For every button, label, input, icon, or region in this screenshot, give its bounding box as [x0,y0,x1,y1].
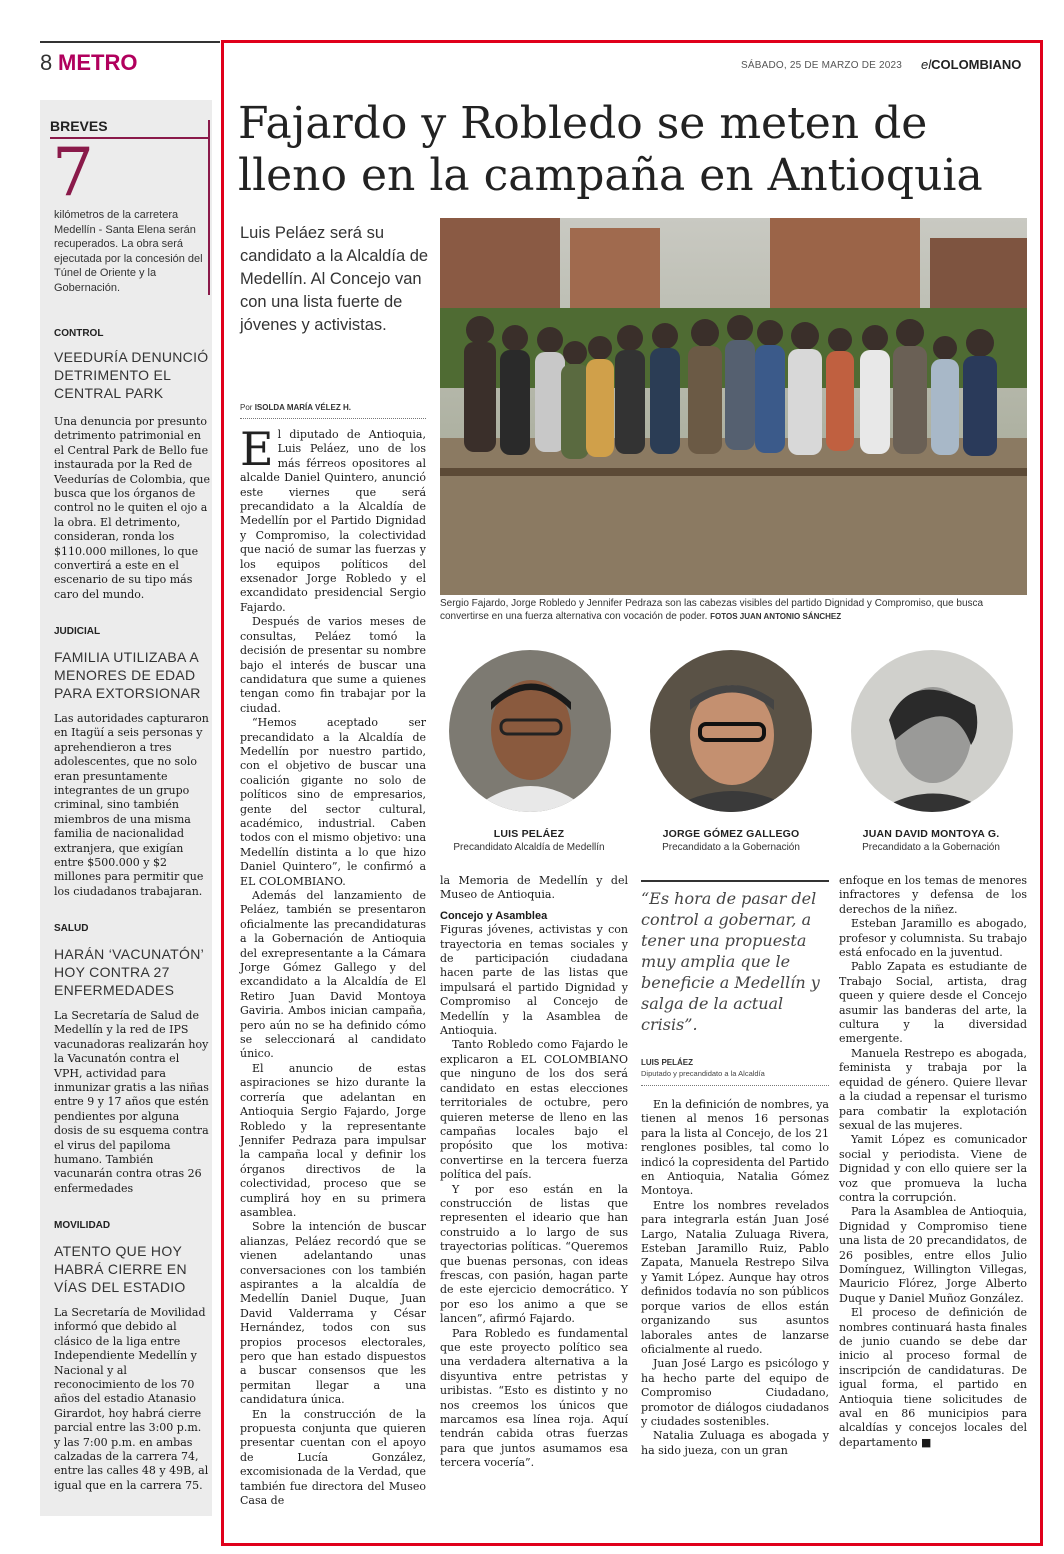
paragraph: Yamit López es comunicador social y periodista. Viene de Dignidad y con ello quiere ser la voz que promueva la lucha contra la corrupción. [839,1133,1027,1204]
sidebar-side-rule [208,120,210,295]
brief-body-salud: La Secretaría de Salud de Medellín y la red de IPS vacunadoras realizarán hoy la Vacunatón contra el VPH, actividad para inmunizar gratis a las niñas entre 9 y 17 años que estén pendientes por alguna dosis de su esquema contra el virus del papiloma humano. También vacunarán contra otras 26 enfermedades [54,1009,209,1195]
pull-quote-rule [641,880,829,882]
portrait-luis-pelaez [449,650,611,812]
paragraph: Para Robledo es fundamental que este proyecto político sea una verdadera alternativa a la disyuntiva entre petristas y uribistas. “Esto es distinto y no nos creemos los únicos que marcamos esa línea roja. Aquí tendrán cabida otras fuerzas para que juntos asumamos esa tercera vocería”. [440,1326,628,1470]
pull-quote-bottom-rule [641,1085,829,1086]
profile-role-juan-david-montoya: Precandidato a la Gobernación [862,842,1000,853]
portrait-juan-david-montoya [851,650,1013,812]
dateline: SÁBADO, 25 DE MARZO DE 2023 [741,60,903,71]
photo-caption-text: Sergio Fajardo, Jorge Robledo y Jennifer Pedraza son las cabezas visibles del partido Dignidad y Compromiso, que busca convertirse en una fuerza alternativa con vocación de poder. [440,598,984,622]
paragraph: Juan José Largo es psicólogo y ha hecho parte del equipo de Compromiso Ciudadano, promotor de diálogos ciudadanos y ciudades sostenibles. [641,1357,829,1428]
paragraph: Para la Asamblea de Antioquia, Dignidad y Compromiso tiene una lista de 20 precandidatos, de 26 posibles, entre ellos Julio Domínguez, Willington Villegas, Mauricio Flórez, Jorge Alberto Duque y Daniel Muñoz González. [839,1205,1027,1305]
profile-name-juan-david-montoya: JUAN DAVID MONTOYA G. [862,828,1000,840]
article-headline: Fajardo y Robledo se meten de lleno en la campaña en Antioquia [238,98,983,201]
page-number: 8 [40,50,53,75]
dropcap: E [240,422,274,476]
portrait-jorge-gomez [650,650,812,812]
subhead-concejo-asamblea: Concejo y Asamblea [440,909,548,922]
paragraph [240,422,426,615]
article-column-4 [839,874,1027,1450]
brief-section-salud: SALUD [54,923,89,934]
article-column-3 [641,1098,829,1458]
sidebar-lead: kilómetros de la carretera Medellín - Santa Elena serán recuperados. La obra será ejecutada por la concesión del Túnel de Oriente y la Gobernación. [54,209,203,294]
profile-name-jorge-gomez: JORGE GÓMEZ GALLEGO [662,828,800,840]
brief-body-control: Una denuncia por presunto detrimento patrimonial en el Central Park de Bello fue instaurada por la Red de Veedurías de Colombia, que busca que los órganos de control no le quiten el ojo a la obra. El detrimento, consideran, ronda los $110.000 millones, lo que convertirá a este en el escenario de su tipo más caro del mundo. [54,415,210,601]
brief-headline-movilidad: ATENTO QUE HOY HABRÁ CIERRE EN VÍAS DEL ESTADIO [54,1243,187,1295]
photo-credit: FOTOS JUAN ANTONIO SÁNCHEZ [710,612,842,621]
top-rule [40,41,220,43]
brief-body-movilidad: La Secretaría de Movilidad informó que debido al clásico de la liga entre Independiente Medellín y Nacional y al reconocimiento de los 70 años del estadio Atanasio Girardot, hoy habrá cierre parcial entre las 3:00 p.m. y las 7:00 p.m. en ambas calzadas de la carrera 74, entre las calles 48 y 49B, al igual que en la carrera 75. [54,1306,209,1492]
pull-quote-role: Diputado y precandidato a la Alcaldía [641,1069,765,1078]
paragraph: En la definición de nombres, ya tienen al menos 16 personas para la lista al Concejo, de los 21 renglones posibles, tal como lo indicó la copresidenta del Partido en Antioquia, Natalia Gómez Montoya. [641,1098,829,1198]
group-photo [440,218,1027,595]
sidebar-title: BREVES [50,118,108,134]
paragraph: Además del lanzamiento de Peláez, también se presentaron oficialmente las precandidaturas a la Gobernación de Antioquia del exrepresentante a la Cámara Jorge Gómez Gallego y del excandidato a la Alcaldía de El Retiro Juan David Montoya Gaviria. Ambos inician campaña, pero aún no se ha definido cómo se seleccionará al candidato único. [240,889,426,1061]
paragraph: Natalia Zuluaga es abogada y ha sido jueza, con un gran [641,1429,829,1457]
paragraph: El proceso de definición de nombres continuará hasta finales de junio cuando se debe dar inicio al proceso formal de inscripción de candidaturas. De igual forma, el partido en Antioquia tiene solicitudes de aval en 86 municipios para alcaldías y concejos locales del departamento ■ [839,1306,1027,1449]
group-photo-illustration [440,218,1027,595]
paragraph: Pablo Zapata es estudiante de Trabajo Social, artista, drag queen y quiere desde el Concejo asumir las banderas del arte, la cultura y la diversidad emergente. [839,960,1027,1046]
photo-caption [440,597,1030,623]
paragraph: Tanto Robledo como Fajardo le explicaron a EL COLOMBIANO que ninguno de los dos será candidato en estas elecciones territoriales de octubre, pero quieren meterse de lleno en las campañas locales bajo el propósito que los motiva: convertirse en la tercera fuerza política del país. [440,1038,628,1182]
article-column-2 [440,874,628,1471]
pull-quote-author: LUIS PELÁEZ [641,1058,694,1067]
brief-body-judicial: Las autoridades capturaron en Itagüí a seis personas y aprehendieron a tres adolescentes, que no solo eran presuntamente integrantes de un grupo criminal, sino también miembros de una misma familia de nacionalidad extranjera, que exigían entre $500.000 y $2 millones para permitir que los ciudadanos trabajaran. [54,712,209,898]
paragraph: Manuela Restrepo es abogada, feminista y trabaja por la equidad de género. Quiere llevar a la ciudad a repensar el turismo para combatir la explotación sexual de las mujeres. [839,1046,1027,1132]
sidebar-big-number: 7 [52,134,94,211]
paragraph: Sobre la intención de buscar alianzas, Peláez recordó que se vienen adelantando unas conversaciones con los también aspirantes a la alcaldía de Medellín Daniel Duque, Juan David Valderrama y César Hernández, todos con sus propios procesos electorales, pero que han estado dispuestos a buscar consensos que les permitan llegar a una candidatura única. [240,1220,426,1407]
portrait-juan-david-montoya-image [851,650,1013,812]
byline-author: ISOLDA MARÍA VÉLEZ H. [254,403,351,412]
brief-headline-control: VEEDURÍA DENUNCIÓ DETRIMENTO EL CENTRAL PARK [54,349,209,401]
brand-prefix: el [921,57,932,72]
portrait-luis-pelaez-image [449,650,611,812]
brief-section-movilidad: MOVILIDAD [54,1220,111,1231]
brand-name: COLOMBIANO [931,57,1022,72]
newspaper-logo [921,57,1021,72]
paragraph: Y por eso están en la construcción de listas que representen el ideario que han construido a lo largo de sus trayectorias políticas. “Queremos que buenas personas, con ideas frescas, con pasión, hagan parte de este ejercicio democrático. Y por eso los animo a que se lancen”, afirmó Fajardo. [440,1182,628,1326]
paragraph: la Memoria de Medellín y del Museo de Antioquia. [440,874,628,902]
pull-quote: “Es hora de pasar del control a gobernar, a tener una propuesta muy amplia que le beneficie a Medellín y salga de la actual crisis”. [641,889,820,1034]
paragraph: El anuncio de estas aspiraciones se hizo durante la correría que adelantan en Antioquia Sergio Fajardo, Jorge Robledo y la representante Jennifer Pedraza para impulsar la campaña local y definir los órganos directivos de la colectividad, proceso que se cumplirá hoy en su primera asamblea. [240,1061,426,1219]
brief-headline-salud: HARÁN ‘VACUNATÓN’ HOY CONTRA 27 ENFERMEDADES [54,946,204,998]
brief-section-judicial: JUDICIAL [54,626,101,637]
section-name: METRO [58,50,138,75]
paragraph-text: l diputado de Antioquia, Luis Peláez, uno de los más férreos opositores al alcalde Daniel Quintero, anunció este viernes que será precandidato a la Alcaldía de Medellín por el Partido Dignidad y Compromiso, la colectividad que nació de sumar las fuerzas y los equipos políticos del exsenador Jorge Robledo y el excandidato presidencial Sergio Fajardo. [240,428,426,614]
profile-name-luis-pelaez: LUIS PELÁEZ [493,828,565,840]
profile-role-luis-pelaez: Precandidato Alcaldía de Medellín [453,842,605,853]
paragraph: Después de varios meses de consultas, Peláez tomó la decisión de presentar su nombre bajo el interés de buscar una candidatura que sume a quienes tengan como fin trabajar por la ciudad. [240,615,426,715]
brief-section-control: CONTROL [54,328,104,339]
paragraph: enfoque en los temas de menores infractores y defensa de los derechos de la niñez. [839,874,1027,916]
portrait-jorge-gomez-image [650,650,812,812]
byline-rule [240,418,426,419]
brief-headline-judicial: FAMILIA UTILIZABA A MENORES DE EDAD PARA EXTORSIONAR [54,649,201,701]
profile-role-jorge-gomez: Precandidato a la Gobernación [662,842,800,853]
paragraph: “Hemos aceptado ser precandidato a la Alcaldía de Medellín por nuestro partido, con el objetivo de buscar una coalición gigante no solo de políticos sino de empresarios, gente del sector cultural, académico, industrial. Caben todos con el mismo objetivo: una Medellín distinta a lo que hizo Daniel Quintero”, le confirmó a EL COLOMBIANO. [240,716,426,888]
paragraph: Esteban Jaramillo es abogado, profesor y columnista. Su trabajo está enfocado en la juventud. [839,917,1027,960]
byline-prefix: Por [240,403,253,412]
byline [240,403,351,412]
paragraph: Figuras jóvenes, activistas y con trayectoria en temas sociales y de participación ciudadana hacen parte de las listas que impulsará el partido Dignidad y Compromiso al Concejo de Medellín y la Asamblea de Antioquia. [440,923,628,1038]
paragraph: Entre los nombres revelados para integrarla están Juan José Largo, Natalia Zuluaga Rivera, Esteban Jaramillo Ruiz, Pablo Zapata, Manuela Restrepo Silva y Yamit López. Aunque hay otros definidos todavía no son públicos porque varios de ellos están organizando sus asuntos laborales antes de lanzarse oficialmente al ruedo. [641,1198,829,1356]
article-column-1 [240,422,426,1508]
paragraph: En la construcción de la propuesta conjunta que quieren presentar cuentan con el apoyo de Lucía González, excomisionada de la Verdad, que también fue directora del Museo Casa de [240,1407,426,1508]
article-deck: Luis Peláez será su candidato a la Alcaldía de Medellín. Al Concejo van con una lista fuerte de jóvenes y activistas. [240,224,429,334]
